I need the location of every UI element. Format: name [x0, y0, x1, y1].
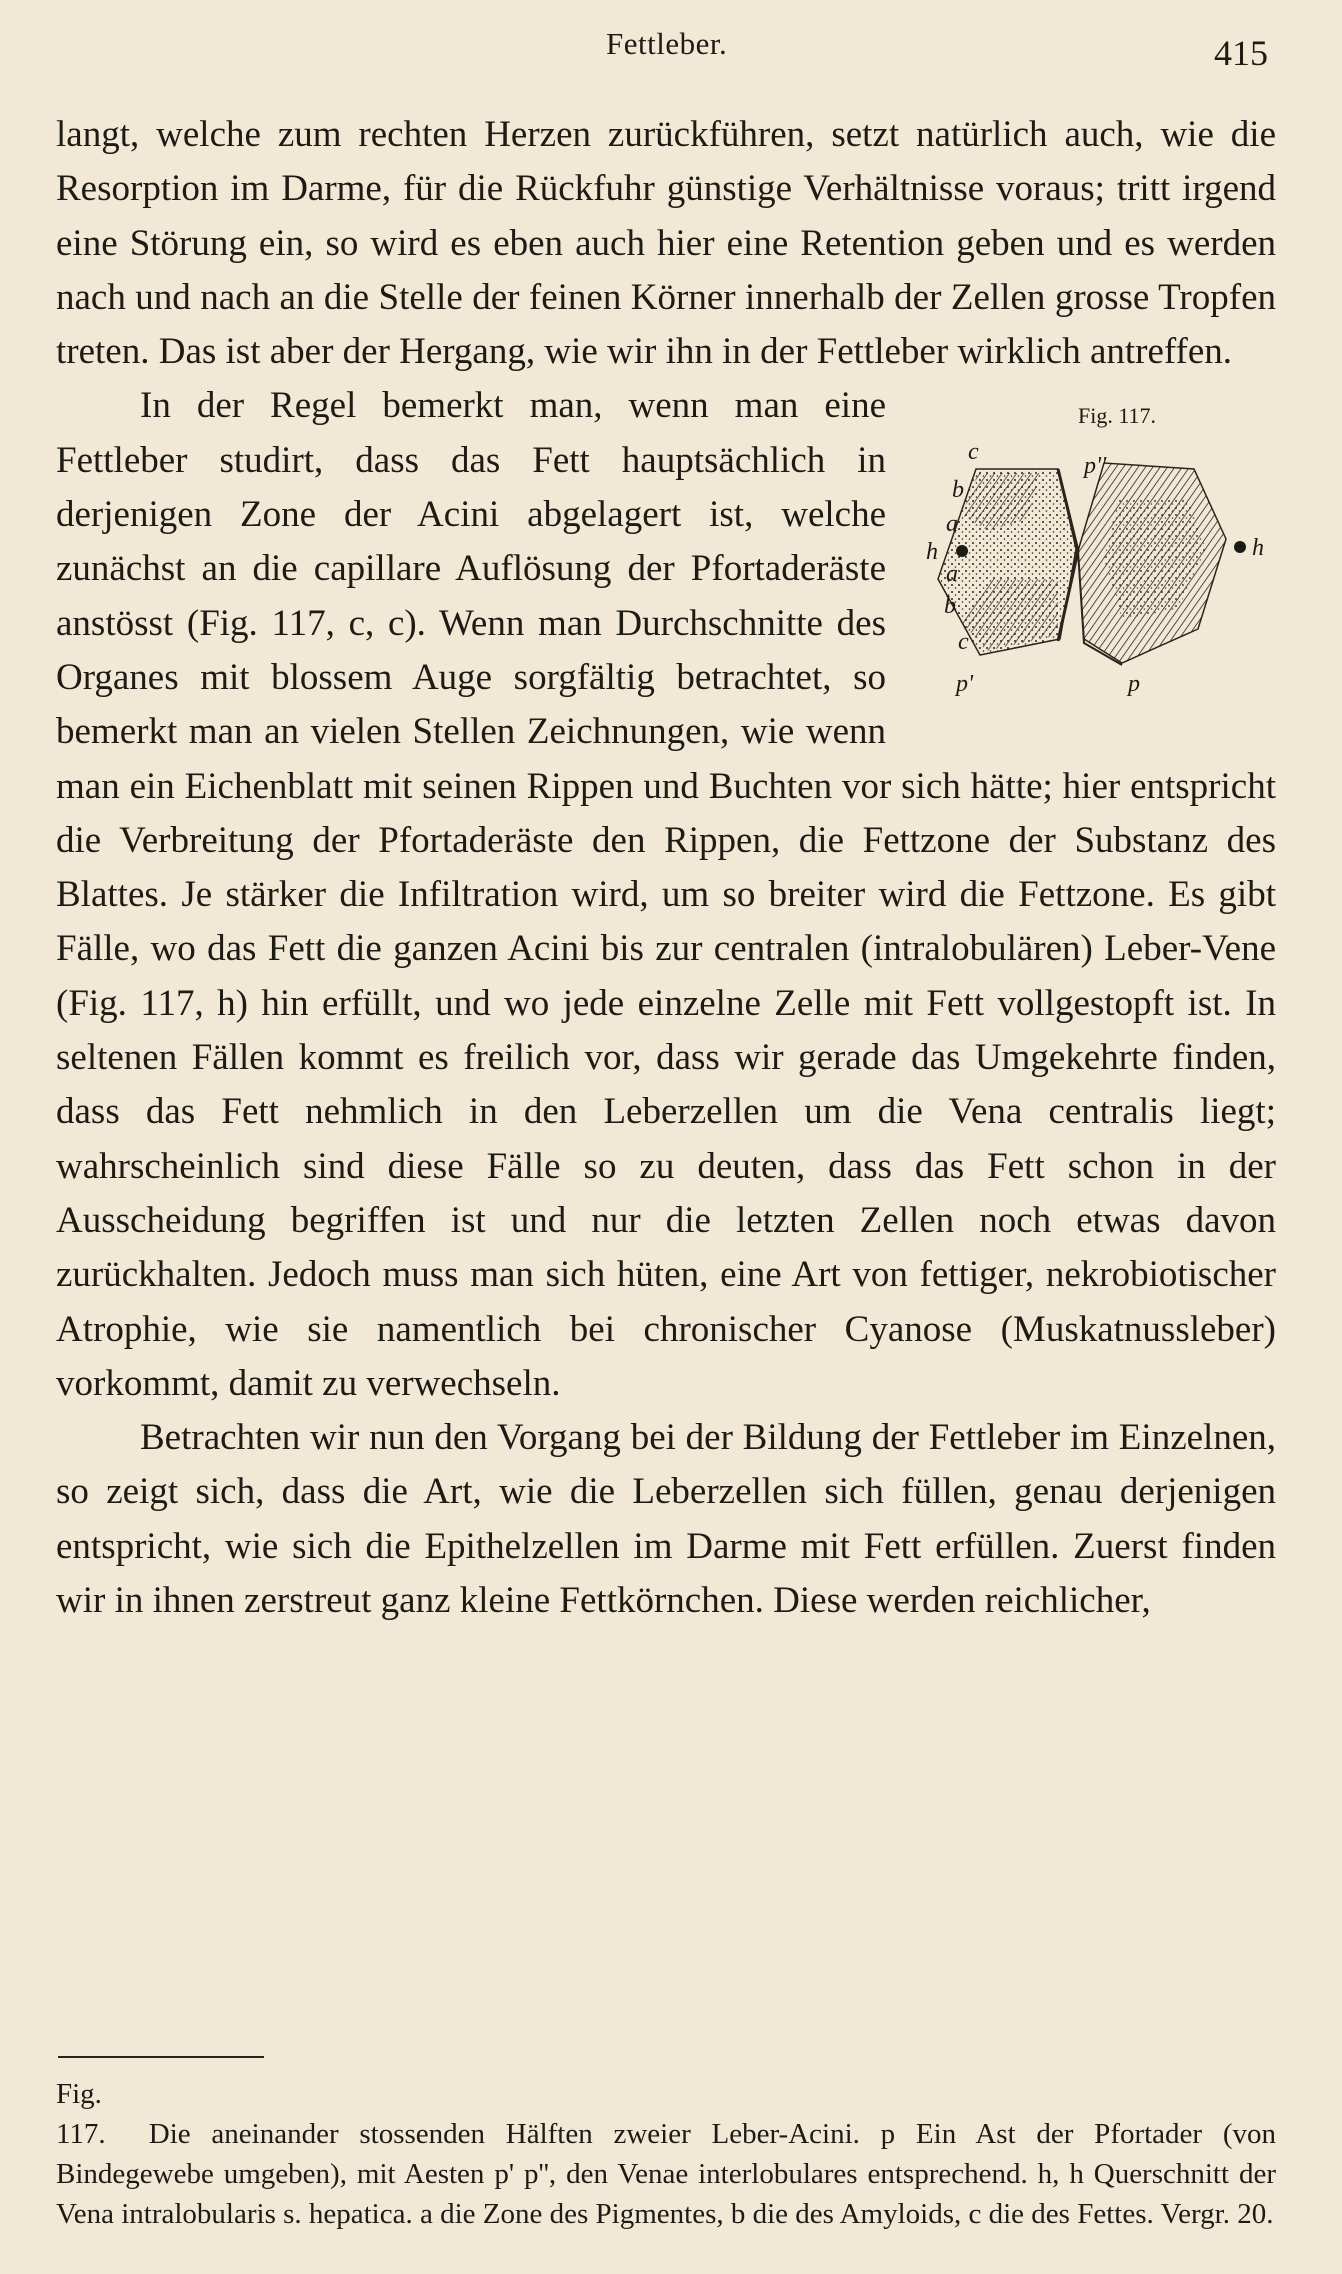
- liver-acini-illustration: [908, 429, 1268, 729]
- paragraph-2-text: In der Regel bemerkt man, wenn man eine Fettleber studirt, dass das Fett hauptsächlich in derjenigen Zone der Acini abgelagert ist, welche zunächst an die capillare Auflösung der Pfortaderäste anstösst (Fig. 117, c, c). Wenn man Durchschnitte des Organes mit blossem Auge sorgfältig betrachtet, so bemerkt man an vielen Stellen Zeichnungen, wie wenn man ein Eichenblatt mit seinen Rippen und Buchten vor sich hätte; hier entspricht die Verbreitung der Pfortaderäste den Rippen, die Fettzone der Substanz des Blattes. Je stärker die Infiltration wird, um so breiter wird die Fettzone. Es gibt Fälle, wo das Fett die ganzen Acini bis zur centralen (intralobulären) Leber-Vene (Fig. 117, h) hin erfüllt, und wo jede einzelne Zelle mit Fett vollgestopft ist. In seltenen Fällen kommt es freilich vor, dass wir gerade das Umgekehrte finden, dass das Fett nehmlich in den Leberzellen um die Vena centralis liegt; wahrscheinlich sind diese Fälle so zu deuten, dass das Fett schon in der Ausscheidung begriffen ist und nur die letzten Zellen noch etwas davon zurückhalten. Jedoch muss man sich hüten, eine Art von fettiger, nekrobiotischer Atrophie, wie sie namentlich bei chronischer Cyanose (Muskatnussleber) vorkommt, damit zu verwechseln.: [56, 385, 1276, 1404]
- body-text: [56, 108, 1276, 1628]
- label-p1: p': [956, 671, 974, 698]
- paragraph-3: Betrachten wir nun den Vorgang bei der Bildung der Fettleber im Einzelnen, so zeigt sich, dass die Art, wie die Leberzellen sich füllen, genau derjenigen entspricht, wie sich die Epithelzellen im Darme mit Fett erfüllen. Zuerst finden wir in ihnen zerstreut ganz kleine Fettkörnchen. Diese werden reichlicher,: [56, 1417, 1276, 1622]
- label-h-right: h: [1252, 535, 1264, 562]
- footnote-lead: Fig. 117.: [56, 2078, 106, 2150]
- page-header: [0, 22, 1342, 82]
- paragraph-2: [56, 379, 1276, 1411]
- label-c-top: c: [968, 439, 979, 466]
- label-c-bottom: c: [958, 629, 969, 656]
- paragraph-1: langt, welche zum rechten Herzen zurückführen, setzt natürlich auch, wie die Resorption im Darme, für die Rückfuhr günstige Verhältnisse voraus; tritt irgend eine Störung ein, so wird es eben auch hier eine Retention geben und es werden nach und nach an die Stelle der feinen Körner innerhalb der Zellen grosse Tropfen treten. Das ist aber der Hergang, wie wir ihn in der Fettleber wirklich antreffen.: [56, 114, 1276, 373]
- page-number: 415: [1214, 33, 1268, 73]
- footnote-rule: [58, 2056, 264, 2058]
- figure-label: Fig. 117.: [1078, 403, 1157, 429]
- label-p2: p'': [1084, 453, 1107, 480]
- label-p: p: [1128, 671, 1140, 698]
- footnote: [56, 2074, 1276, 2234]
- figure-117: [908, 383, 1276, 743]
- label-a-top: a: [946, 511, 958, 538]
- label-b-top: b: [952, 477, 964, 504]
- footnote-text: Die aneinander stossenden Hälften zweier Leber-Acini. p Ein Ast der Pfortader (von Bindegewebe umgeben), mit Aesten p' p'', den Venae interlobulares entsprechend. h, h Querschnitt der Vena intralobularis s. hepatica. a die Zone des Pigmentes, b die des Amyloids, c die des Fettes. Vergr. 20.: [56, 2118, 1277, 2230]
- central-vein-right: [1234, 541, 1246, 553]
- label-h-left: h: [926, 539, 938, 566]
- label-b-bottom: b: [944, 593, 956, 620]
- running-head: Fettleber.: [606, 26, 728, 61]
- label-a-bottom: a: [946, 561, 958, 588]
- central-vein-left: [956, 545, 968, 557]
